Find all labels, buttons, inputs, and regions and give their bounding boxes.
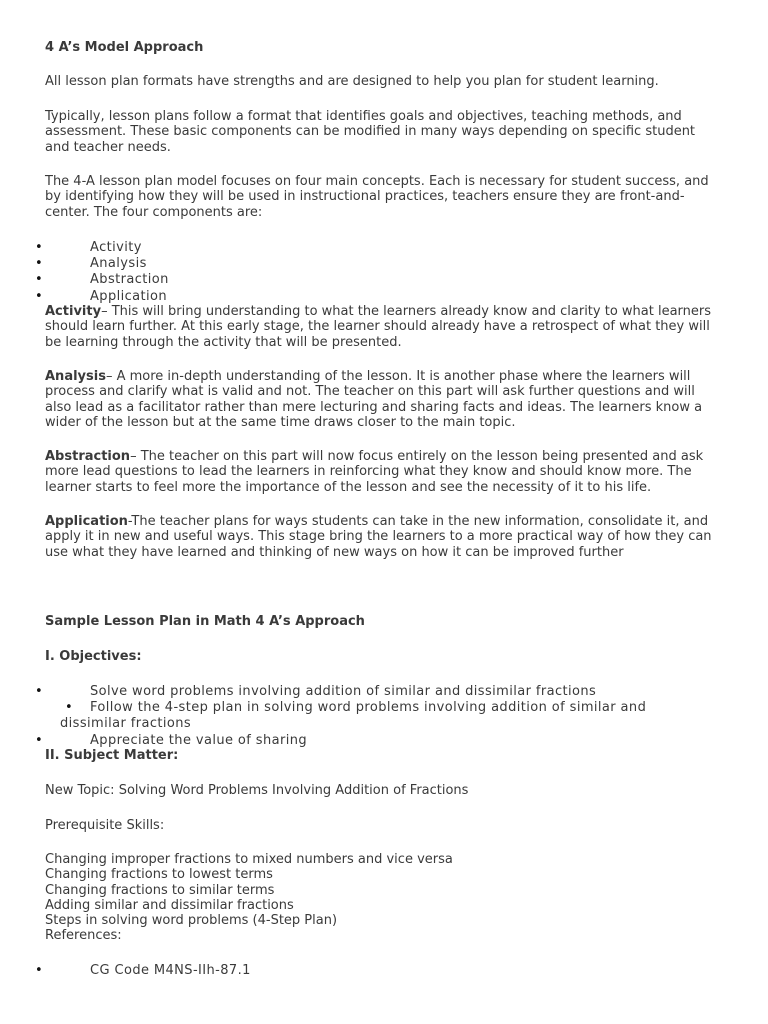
- definition-activity: [45, 304, 723, 350]
- definition-text: This will bring understanding to what the learners already know and clarity to what learners should learn further. At this early stage, the learner should already have a retrospect of what they will be learning through the activity that will be presented.: [45, 304, 712, 350]
- definition-application: [45, 514, 723, 560]
- intro-paragraph-1: All lesson plan formats have strengths and are designed to help you plan for student learning.: [45, 74, 659, 89]
- definition-analysis: [45, 369, 723, 430]
- definition-text: A more in-depth understanding of the lesson. It is another phase where the learners will process and clarify what is valid and not. The teacher on this part will ask further questions and will also lead as a facilitator rather than mere lecturing and sharing facts and ideas. The learners know a wider of the lesson but at the same time draws closer to the main topic.: [45, 369, 703, 430]
- list-item: • Abstraction: [0, 272, 700, 288]
- definition-separator: –: [130, 449, 141, 464]
- sample-lesson-title: Sample Lesson Plan in Math 4 A’s Approach: [45, 614, 365, 629]
- definition-abstraction: [45, 449, 723, 495]
- list-item: • Analysis: [0, 256, 700, 272]
- prerequisite-skills: [45, 852, 723, 944]
- definition-term: Analysis: [45, 369, 106, 384]
- definition-term: Abstraction: [45, 449, 131, 464]
- objectives-heading: I. Objectives:: [45, 649, 142, 664]
- prerequisite-label: Prerequisite Skills:: [45, 818, 165, 833]
- list-item: • Appreciate the value of sharing: [0, 733, 700, 749]
- prerequisite-item: Adding similar and dissimilar fractions: [45, 897, 294, 913]
- prerequisite-item: Changing fractions to similar terms: [45, 882, 275, 898]
- intro-paragraph-2: Typically, lesson plans follow a format that identifies goals and objectives, teaching methods, and assessment. These basic components can be modified in many ways depending on specific student and teacher needs.: [45, 109, 696, 155]
- components-list: [0, 240, 700, 305]
- intro-paragraph-3: The 4-A lesson plan model focuses on four main concepts. Each is necessary for student success, and by identifying how they will be used in instructional practices, teachers ensure they are front-and-center. The four components are:: [45, 174, 709, 220]
- definition-separator: –: [105, 369, 117, 384]
- prerequisite-item: Changing improper fractions to mixed numbers and vice versa: [45, 852, 453, 867]
- definition-text: The teacher on this part will now focus entirely on the lesson being presented and ask more lead questions to lead the learners in reinforcing what they know and should know more. The learner starts to feel more the importance of the lesson and see the necessity of it to his life.: [45, 449, 704, 495]
- definition-term: Application: [45, 514, 128, 529]
- prerequisite-item: Changing fractions to lowest terms: [45, 867, 273, 883]
- prerequisite-item: Steps in solving word problems (4-Step Plan): [45, 913, 338, 929]
- definition-separator: –: [101, 304, 112, 319]
- list-item: • Application: [0, 289, 700, 305]
- references-list: [0, 963, 700, 979]
- subject-matter-heading: II. Subject Matter:: [45, 748, 179, 763]
- definition-text: The teacher plans for ways students can take in the new information, consolidate it, and apply it in new and useful ways. This stage bring the learners to a more practical way of how they can use what they have learned and thinking of new ways on how it can be improved further: [45, 514, 712, 560]
- list-item: • Follow the 4-step plan in solving word problems involving addition of similar and dissimilar fractions: [0, 700, 700, 732]
- list-item: • Activity: [0, 240, 700, 256]
- new-topic: New Topic: Solving Word Problems Involving Addition of Fractions: [45, 783, 469, 798]
- definition-separator: -: [127, 514, 132, 529]
- list-item: • CG Code M4NS-IIh-87.1: [0, 963, 700, 979]
- definition-term: Activity: [45, 304, 102, 319]
- objectives-list: [0, 684, 700, 749]
- references-label: References:: [45, 928, 122, 944]
- list-item: • Solve word problems involving addition of similar and dissimilar fractions: [0, 684, 700, 700]
- page-title: 4 A’s Model Approach: [45, 40, 204, 55]
